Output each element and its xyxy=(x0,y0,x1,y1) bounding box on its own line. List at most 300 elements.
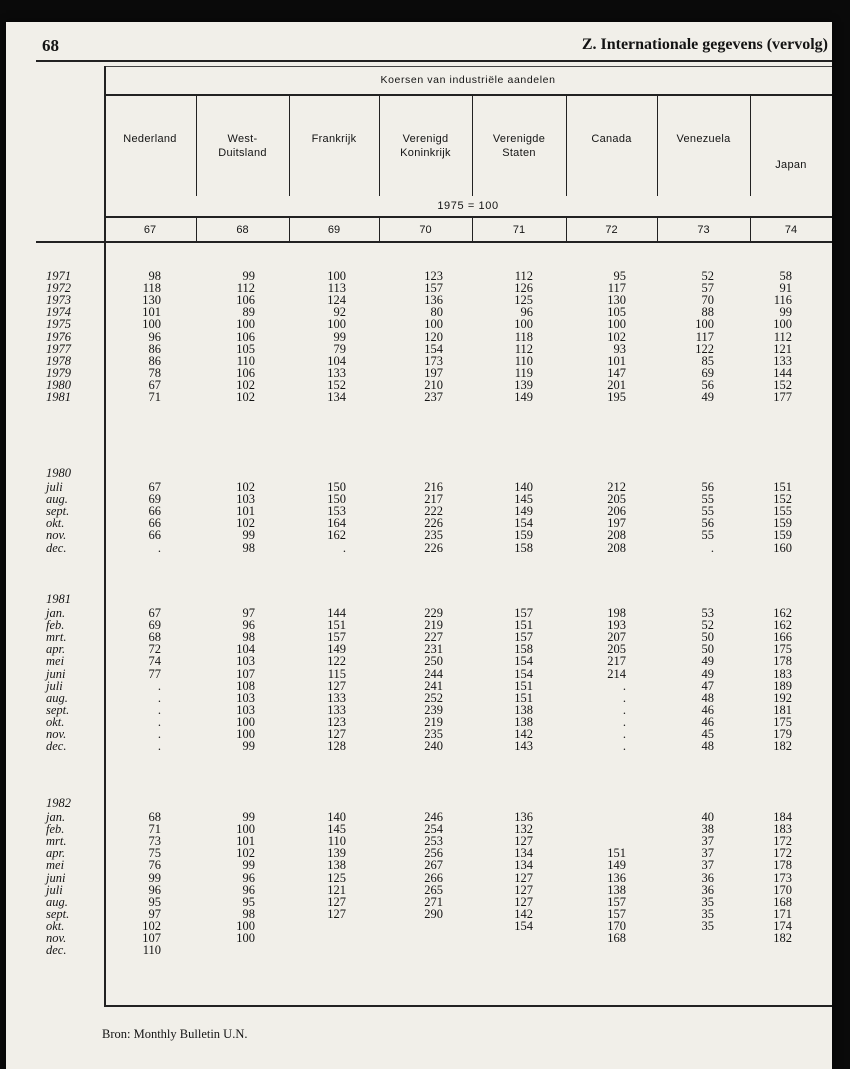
table-cell: 102 xyxy=(607,329,626,344)
column-code: 67 xyxy=(143,224,157,236)
table-cell: 127 xyxy=(514,894,533,909)
row-label: mrt. xyxy=(46,630,67,645)
column-code: 73 xyxy=(697,224,710,236)
table-row xyxy=(36,355,832,367)
column-code: 68 xyxy=(236,224,249,236)
table-cell: 100 xyxy=(236,918,255,933)
row-label: feb. xyxy=(46,822,65,837)
table-cell: . xyxy=(157,727,161,741)
table-cell: 157 xyxy=(514,630,533,645)
table-cell: 253 xyxy=(424,834,443,849)
table-cell: 152 xyxy=(773,492,792,507)
table-cell: 100 xyxy=(236,714,255,729)
row-label: dec. xyxy=(46,739,67,754)
table-cell: 55 xyxy=(701,492,714,507)
page-number: 68 xyxy=(42,36,59,55)
table-row xyxy=(36,367,832,379)
table-cell: 49 xyxy=(701,654,714,669)
table-cell: 219 xyxy=(424,618,443,633)
table-cell: 168 xyxy=(607,931,626,945)
table-cell: 271 xyxy=(424,894,443,909)
table-cell: 103 xyxy=(236,654,255,669)
table-cell: 95 xyxy=(148,894,161,909)
table-cell: 112 xyxy=(514,341,533,356)
row-label: 1976 xyxy=(46,329,71,344)
table-row xyxy=(36,872,832,884)
table-cell: 99 xyxy=(242,858,255,873)
row-label: nov. xyxy=(46,528,67,543)
base-year: 1975 = 100 xyxy=(437,200,499,212)
table-cell: 110 xyxy=(142,943,161,958)
table-cell: 170 xyxy=(607,918,626,933)
table-cell: 184 xyxy=(773,810,792,824)
table-cell: 72 xyxy=(148,642,161,657)
table-row xyxy=(36,331,832,343)
table-cell: 256 xyxy=(424,846,443,861)
table-cell: 181 xyxy=(773,702,792,717)
table-cell: 175 xyxy=(773,714,792,729)
table-cell: 76 xyxy=(148,858,161,873)
table-cell: 266 xyxy=(424,870,443,885)
table-cell: 173 xyxy=(773,870,792,885)
table-cell: 100 xyxy=(327,269,346,283)
table-cell: 118 xyxy=(142,281,161,296)
table-cell: 158 xyxy=(514,642,533,657)
table-cell: 154 xyxy=(514,666,533,681)
table-cell: 244 xyxy=(424,666,443,681)
table-cell: 138 xyxy=(514,714,533,729)
block-year-label: 1980 xyxy=(46,466,71,480)
group-heading: Koersen van industriële aandelen xyxy=(380,74,556,86)
row-label: nov. xyxy=(46,727,67,741)
column-separator xyxy=(657,96,658,196)
table-cell: 101 xyxy=(607,353,626,368)
row-label: dec. xyxy=(46,540,67,555)
table-cell: 157 xyxy=(607,894,626,909)
table-cell: 45 xyxy=(701,727,714,741)
table-cell: 193 xyxy=(607,618,626,633)
table-cell: 52 xyxy=(701,618,714,633)
row-label: sept. xyxy=(46,504,70,519)
table-cell: 99 xyxy=(148,870,161,885)
table-cell: 69 xyxy=(148,618,161,633)
group-heading-rule xyxy=(104,94,832,96)
table-cell: 107 xyxy=(236,666,255,681)
table-cell: . xyxy=(622,690,626,705)
row-label: 1972 xyxy=(46,281,71,296)
column-code: 71 xyxy=(512,224,526,236)
table-cell: 95 xyxy=(613,269,626,283)
table-cell: 36 xyxy=(701,870,714,885)
row-label: jan. xyxy=(46,606,66,620)
table-cell: 116 xyxy=(773,293,792,308)
table-cell: 144 xyxy=(773,365,792,380)
table-cell: 117 xyxy=(607,281,626,296)
table-cell: 127 xyxy=(514,870,533,885)
table-cell: 50 xyxy=(701,642,714,657)
table-cell: 159 xyxy=(514,528,533,543)
table-cell: 110 xyxy=(514,353,533,368)
table-cell: 100 xyxy=(142,317,161,332)
table-cell: 145 xyxy=(327,822,346,837)
table-cell: 151 xyxy=(773,480,792,494)
row-label: okt. xyxy=(46,516,65,531)
table-cell: 100 xyxy=(695,317,714,332)
table-cell: 96 xyxy=(242,882,255,897)
table-cell: 140 xyxy=(327,810,346,824)
table-cell: 183 xyxy=(773,822,792,837)
table-cell: 177 xyxy=(773,390,792,404)
table-cell: 149 xyxy=(514,390,533,404)
table-cell: 117 xyxy=(695,329,714,344)
table-cell: 100 xyxy=(236,727,255,741)
table-cell: 158 xyxy=(514,540,533,555)
table-cell: 100 xyxy=(327,317,346,332)
row-label: 1973 xyxy=(46,293,71,308)
table-cell: 37 xyxy=(701,846,714,861)
table-cell: 214 xyxy=(607,666,626,681)
table-cell: 157 xyxy=(424,281,443,296)
table-cell: 102 xyxy=(236,480,255,494)
table-cell: 49 xyxy=(701,666,714,681)
table-cell: 212 xyxy=(607,480,626,494)
table-cell: 132 xyxy=(514,822,533,837)
table-cell: 88 xyxy=(701,305,714,320)
table-cell: 73 xyxy=(148,834,161,849)
table-cell: 178 xyxy=(773,858,792,873)
table-cell: 207 xyxy=(607,630,626,645)
table-cell: 192 xyxy=(773,690,792,705)
table-cell: 151 xyxy=(607,846,626,861)
table-cell: 89 xyxy=(242,305,255,320)
table-cell: 152 xyxy=(327,377,346,392)
table-cell: 112 xyxy=(773,329,792,344)
table-cell: 134 xyxy=(514,846,533,861)
table-cell: 71 xyxy=(148,390,161,404)
table-cell: 151 xyxy=(514,690,533,705)
table-cell: 134 xyxy=(514,858,533,873)
table-cell: 130 xyxy=(142,293,161,308)
table-cell: 159 xyxy=(773,516,792,531)
table-cell: 102 xyxy=(236,846,255,861)
table-cell: 101 xyxy=(142,305,161,320)
table-cell: 92 xyxy=(333,305,346,320)
row-label: 1974 xyxy=(46,305,71,320)
table-cell: 205 xyxy=(607,492,626,507)
table-cell: 173 xyxy=(424,353,443,368)
table-cell: 96 xyxy=(148,329,161,344)
table-cell: 139 xyxy=(327,846,346,861)
table-cell: 222 xyxy=(424,504,443,519)
table-cell: 56 xyxy=(701,377,714,392)
row-label: nov. xyxy=(46,931,67,945)
table-cell: 147 xyxy=(607,365,626,380)
table-cell: 142 xyxy=(514,906,533,921)
table-cell: 153 xyxy=(327,504,346,519)
table-cell: 66 xyxy=(148,528,161,543)
table-cell: 143 xyxy=(514,739,533,754)
table-cell: 136 xyxy=(424,293,443,308)
table-cell: 105 xyxy=(236,341,255,356)
column-code: 70 xyxy=(419,224,432,236)
column-header: Venezuela xyxy=(676,133,731,145)
table-cell: 79 xyxy=(333,341,346,356)
table-cell: 197 xyxy=(607,516,626,531)
row-label: dec. xyxy=(46,943,67,958)
table-cell: 134 xyxy=(327,390,346,404)
table-cell: 136 xyxy=(607,870,626,885)
table-cell: 99 xyxy=(242,810,255,824)
table-cell: . xyxy=(157,714,161,729)
column-header: Verenigd Koninkrijk xyxy=(400,133,451,159)
table-cell: 107 xyxy=(142,931,161,945)
section-title: Z. Internationale gegevens (vervolg) xyxy=(581,36,828,53)
table-cell: 172 xyxy=(773,834,792,849)
table-cell: 102 xyxy=(142,918,161,933)
table-cell: 150 xyxy=(327,480,346,494)
table-cell: 133 xyxy=(327,702,346,717)
table-cell: 122 xyxy=(327,654,346,669)
table-cell: 46 xyxy=(701,714,714,729)
table-cell: 154 xyxy=(514,918,533,933)
table-cell: 86 xyxy=(148,341,161,356)
table-cell: 124 xyxy=(327,293,346,308)
table-row xyxy=(36,680,832,692)
table-cell: 208 xyxy=(607,540,626,555)
table-cell: 120 xyxy=(424,329,443,344)
table-cell: 150 xyxy=(327,492,346,507)
table-cell: 290 xyxy=(424,906,443,921)
table-cell: 151 xyxy=(327,618,346,633)
row-label: juli xyxy=(46,678,63,693)
table-cell: 101 xyxy=(236,504,255,519)
table-cell: 201 xyxy=(607,377,626,392)
table-cell: 80 xyxy=(430,305,443,320)
table-cell: 175 xyxy=(773,642,792,657)
table-cell: 265 xyxy=(424,882,443,897)
table-cell: 36 xyxy=(701,882,714,897)
table-cell: 100 xyxy=(236,931,255,945)
table-cell: 67 xyxy=(148,606,161,620)
table-cell: . xyxy=(622,727,626,741)
table-cell: 208 xyxy=(607,528,626,543)
table-cell: 115 xyxy=(327,666,346,681)
row-label: juli xyxy=(46,480,63,494)
row-label: 1978 xyxy=(46,353,71,368)
table-cell: 68 xyxy=(148,810,161,824)
table-cell: 254 xyxy=(424,822,443,837)
row-label: 1975 xyxy=(46,317,71,332)
table-cell: 206 xyxy=(607,504,626,519)
table-top-rule xyxy=(104,66,832,67)
table-row xyxy=(36,318,832,330)
table-cell: 151 xyxy=(514,618,533,633)
table-cell: 69 xyxy=(148,492,161,507)
table-row xyxy=(36,692,832,704)
table-cell: 197 xyxy=(424,365,443,380)
table-cell: 35 xyxy=(701,918,714,933)
row-label: okt. xyxy=(46,714,65,729)
table-cell: 125 xyxy=(514,293,533,308)
row-label: jan. xyxy=(46,810,66,824)
table-cell: 102 xyxy=(236,516,255,531)
table-cell: 98 xyxy=(242,906,255,921)
table-cell: 96 xyxy=(148,882,161,897)
table-cell: 77 xyxy=(148,666,161,681)
table-cell: 239 xyxy=(424,702,443,717)
row-label: 1981 xyxy=(46,390,71,404)
table-cell: . xyxy=(157,678,161,693)
table-cell: 226 xyxy=(424,540,443,555)
block-year-label: 1982 xyxy=(46,796,71,810)
table-cell: 52 xyxy=(701,269,714,283)
table-cell: 100 xyxy=(424,317,443,332)
table-cell: 195 xyxy=(607,390,626,404)
table-cell: 127 xyxy=(514,834,533,849)
row-label: aug. xyxy=(46,690,68,705)
table-cell: 227 xyxy=(424,630,443,645)
table-cell: . xyxy=(622,714,626,729)
table-cell: 102 xyxy=(236,377,255,392)
table-cell: 152 xyxy=(773,377,792,392)
table-cell: 162 xyxy=(773,606,792,620)
table-cell: 136 xyxy=(514,810,533,824)
table-cell: 97 xyxy=(242,606,255,620)
table-cell: 57 xyxy=(701,281,714,296)
row-label: aug. xyxy=(46,894,68,909)
table-cell: 252 xyxy=(424,690,443,705)
table-cell: 183 xyxy=(773,666,792,681)
table-cell: 139 xyxy=(514,377,533,392)
row-label: 1980 xyxy=(46,377,71,392)
column-code: 74 xyxy=(784,224,798,236)
table-cell: 127 xyxy=(327,727,346,741)
table-cell: . xyxy=(622,678,626,693)
table-cell: 162 xyxy=(327,528,346,543)
table-cell: 70 xyxy=(701,293,714,308)
table-cell: 66 xyxy=(148,516,161,531)
row-label: 1979 xyxy=(46,365,71,380)
table-row xyxy=(36,542,832,554)
table-row xyxy=(36,343,832,355)
table-cell: 113 xyxy=(327,281,346,296)
column-separator xyxy=(289,96,290,196)
table-cell: 174 xyxy=(773,918,792,933)
table-cell: 123 xyxy=(327,714,346,729)
table-cell: 99 xyxy=(242,739,255,754)
column-header: Japan xyxy=(775,159,807,171)
table-cell: 237 xyxy=(424,390,443,404)
table-cell: 103 xyxy=(236,702,255,717)
block-year-label: 1981 xyxy=(46,592,71,606)
table-cell: 125 xyxy=(327,870,346,885)
table-row xyxy=(36,884,832,896)
table-cell: 155 xyxy=(773,504,792,519)
table-cell: 140 xyxy=(514,480,533,494)
row-label: apr. xyxy=(46,642,66,657)
table-row xyxy=(36,668,832,680)
table-cell: 226 xyxy=(424,516,443,531)
column-header: West- Duitsland xyxy=(218,133,267,159)
table-row xyxy=(36,859,832,871)
table-cell: 127 xyxy=(327,906,346,921)
table-cell: 100 xyxy=(773,317,792,332)
row-label: juni xyxy=(46,870,66,885)
table-row xyxy=(36,740,832,752)
table-cell: 162 xyxy=(773,618,792,633)
table-row xyxy=(36,655,832,667)
table-cell: 49 xyxy=(701,390,714,404)
table-row xyxy=(36,896,832,908)
table-cell: 106 xyxy=(236,293,255,308)
row-label: mrt. xyxy=(46,834,67,849)
table-cell: 110 xyxy=(327,834,346,849)
table-cell: 246 xyxy=(424,810,443,824)
table-cell: 240 xyxy=(424,739,443,754)
column-code: 72 xyxy=(605,224,618,236)
table-cell: 96 xyxy=(520,305,533,320)
table-cell: 104 xyxy=(236,642,255,657)
table-cell: 267 xyxy=(424,858,443,873)
table-cell: 100 xyxy=(236,822,255,837)
table-cell: 104 xyxy=(327,353,346,368)
table-cell: 106 xyxy=(236,365,255,380)
table-cell: 216 xyxy=(424,480,443,494)
table-cell: 168 xyxy=(773,894,792,909)
table-cell: 103 xyxy=(236,690,255,705)
table-cell: 97 xyxy=(148,906,161,921)
table-cell: 170 xyxy=(773,882,792,897)
table-cell: 98 xyxy=(148,269,161,283)
table-cell: 66 xyxy=(148,504,161,519)
table-cell: 219 xyxy=(424,714,443,729)
code-rule xyxy=(36,241,832,243)
table-cell: 71 xyxy=(148,822,161,837)
table-row xyxy=(36,908,832,920)
table-cell: 58 xyxy=(779,269,792,283)
table-cell: 160 xyxy=(773,540,792,555)
table-cell: 50 xyxy=(701,630,714,645)
table-cell: 53 xyxy=(701,606,714,620)
source-note: Bron: Monthly Bulletin U.N. xyxy=(102,1027,248,1041)
table-cell: 100 xyxy=(236,317,255,332)
table-cell: 123 xyxy=(424,269,443,283)
header-rule xyxy=(36,60,832,62)
table-cell: 138 xyxy=(327,858,346,873)
table-cell: 154 xyxy=(514,654,533,669)
row-label: sept. xyxy=(46,702,70,717)
table-cell: 157 xyxy=(607,906,626,921)
table-row xyxy=(36,944,832,956)
table-cell: . xyxy=(157,540,161,555)
table-cell: 217 xyxy=(607,654,626,669)
table-cell: 99 xyxy=(333,329,346,344)
table-cell: 67 xyxy=(148,480,161,494)
table-cell: 121 xyxy=(773,341,792,356)
table-cell: 172 xyxy=(773,846,792,861)
table-cell: 86 xyxy=(148,353,161,368)
column-separator xyxy=(566,96,567,196)
table-cell: 56 xyxy=(701,516,714,531)
table-cell: . xyxy=(157,702,161,717)
row-label: juli xyxy=(46,882,63,897)
table-cell: 55 xyxy=(701,504,714,519)
table-cell: 178 xyxy=(773,654,792,669)
table-cell: 229 xyxy=(424,606,443,620)
row-label: mei xyxy=(46,654,65,669)
table-cell: 74 xyxy=(148,654,161,669)
table-cell: 241 xyxy=(424,678,443,693)
